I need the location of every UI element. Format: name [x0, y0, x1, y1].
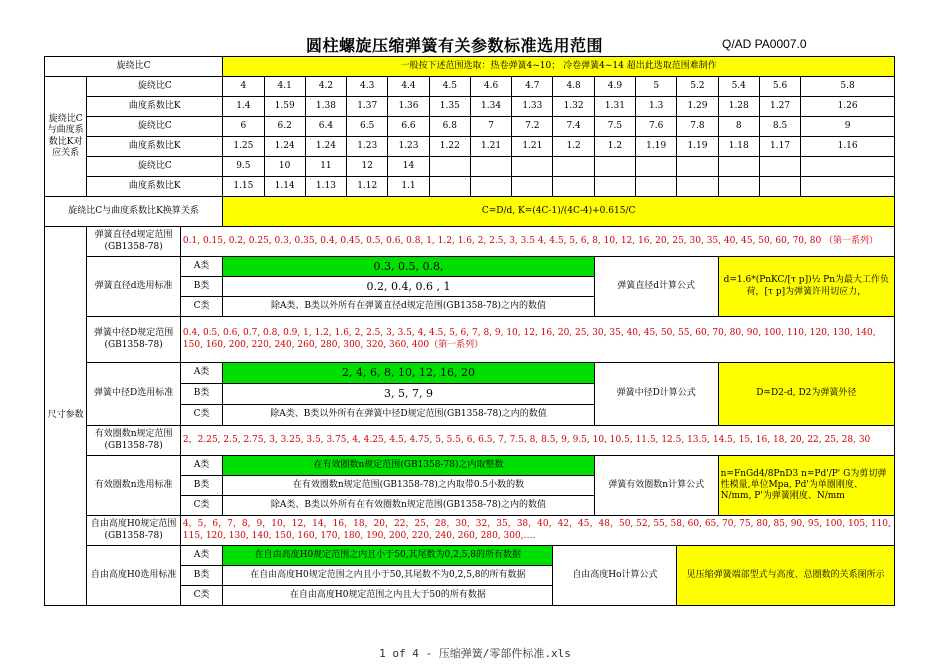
k-value [801, 177, 895, 197]
k-value: 1.28 [718, 97, 759, 117]
spring-index-label: 旋绕比C [45, 57, 223, 77]
c-value: 6.2 [264, 117, 305, 137]
k-value: 1.32 [553, 97, 594, 117]
k-value: 1.2 [553, 137, 594, 157]
k-value: 1.22 [429, 137, 470, 157]
document-code: Q/AD PA0007.0 [722, 37, 807, 51]
c-value: 7.5 [594, 117, 635, 137]
calc-label: 弹簧中径D计算公式 [594, 363, 718, 426]
c-row-label: 旋绕比C [87, 117, 223, 137]
c-value: 4.4 [388, 77, 429, 97]
page-footer: 1 of 4 - 压缩弹簧/零部件标准.xls [379, 647, 571, 660]
k-value: 1.24 [305, 137, 346, 157]
calc-formula: d=1.6*(PnKC/[τ p])½ Pn为最大工作负荷，[τ p]为弹簧许用切应力， [718, 257, 894, 317]
k-value: 1.4 [223, 97, 264, 117]
c-value: 5.8 [801, 77, 895, 97]
c-value [801, 157, 895, 177]
c-value: 14 [388, 157, 429, 177]
c-value: 8 [718, 117, 759, 137]
k-value: 1.13 [305, 177, 346, 197]
c-value [759, 157, 800, 177]
c-value: 4.1 [264, 77, 305, 97]
k-value: 1.38 [305, 97, 346, 117]
spec-table [44, 56, 895, 606]
k-value: 1.31 [594, 97, 635, 117]
k-value [470, 177, 511, 197]
range-label: 有效圈数n规定范围(GB1358-78) [87, 426, 181, 456]
c-value: 7.6 [636, 117, 677, 137]
k-value: 1.34 [470, 97, 511, 117]
class-b-label: B类 [180, 277, 222, 297]
k-value: 1.33 [512, 97, 553, 117]
class-c-value: 除A类、B类以外所有在弹簧中径D规定范围(GB1358-78)之内的数值 [223, 405, 595, 426]
class-b-value: 3, 5, 7, 9 [223, 384, 595, 405]
c-value: 6.8 [429, 117, 470, 137]
c-value: 4.2 [305, 77, 346, 97]
k-value: 1.15 [223, 177, 264, 197]
k-value [636, 177, 677, 197]
k-value: 1.1 [388, 177, 429, 197]
k-row-label: 曲度系数比K [87, 177, 223, 197]
c-value [718, 157, 759, 177]
c-value: 11 [305, 157, 346, 177]
k-value: 1.19 [636, 137, 677, 157]
class-a-label: A类 [180, 456, 222, 476]
range-values: 0.4, 0.5, 0.6, 0.7, 0.8, 0.9, 1, 1.2, 1.6, 2, 2.5, 3, 3.5, 4, 4.5, 5, 6, 7, 8, 9, 10, 12, 16, 20, 25, 30, 35, 40, 45, 50, 55, 60, 70, 80, 90, 100, 110, 120, 130, 140, 150, 160, 200, 220, 240, 260, 280, 300, 320, 360, 400（第一系列） [180, 317, 894, 363]
class-c-label: C类 [180, 496, 222, 516]
c-value: 6.6 [388, 117, 429, 137]
c-value: 6 [223, 117, 264, 137]
k-value: 1.16 [801, 137, 895, 157]
class-a-value: 在有效圈数n规定范围(GB1358-78)之内取整数 [223, 456, 595, 476]
select-label: 弹簧直径d选用标准 [87, 257, 181, 317]
select-label: 弹簧中径D选用标准 [87, 363, 181, 426]
k-value: 1.26 [801, 97, 895, 117]
k-value: 1.36 [388, 97, 429, 117]
k-value: 1.35 [429, 97, 470, 117]
class-c-label: C类 [180, 297, 222, 317]
ck-formula: C=D/d, K=(4C-1)/(4C-4)+0.615/C [223, 197, 895, 227]
c-value [636, 157, 677, 177]
ck-group-label: 旋绕比C与曲度系数比K对应关系 [45, 77, 87, 197]
c-value: 5.6 [759, 77, 800, 97]
class-b-label: B类 [180, 384, 222, 405]
k-value: 1.2 [594, 137, 635, 157]
c-value: 4.5 [429, 77, 470, 97]
class-b-label: B类 [180, 566, 222, 586]
class-b-label: B类 [180, 476, 222, 496]
c-value: 6.4 [305, 117, 346, 137]
select-label: 有效圈数n选用标准 [87, 456, 181, 516]
spring-index-note: 一般按下述范围选取：热卷弹簧4~10； 冷卷弹簧4~14 超出此选取范围难制作 [223, 57, 895, 77]
k-value: 1.25 [223, 137, 264, 157]
range-label: 弹簧直径d规定范围(GB1358-78) [87, 227, 181, 257]
c-value: 4.6 [470, 77, 511, 97]
range-label: 自由高度H0规定范围(GB1358-78) [87, 516, 181, 546]
calc-formula: D=D2-d, D2为弹簧外径 [718, 363, 894, 426]
class-c-label: C类 [180, 586, 222, 606]
class-b-value: 0.2, 0.4, 0.6 , 1 [223, 277, 595, 297]
c-value: 4 [223, 77, 264, 97]
class-c-value: 除A类、B类以外所有在有效圈数n规定范围(GB1358-78)之内的数值 [223, 496, 595, 516]
c-row-label: 旋绕比C [87, 77, 223, 97]
range-values: 2，2.25, 2.5, 2.75, 3, 3.25, 3.5, 3.75, 4, 4.25, 4.5, 4.75, 5, 5.5, 6, 6.5, 7, 7.5, 8, 8.5, 9, 9.5, 10, 10.5, 11.5, 12.5, 13.5, 14.5, 15, 16, 18, 20, 22, 25, 28, 30 [180, 426, 894, 456]
k-value: 1.18 [718, 137, 759, 157]
k-value: 1.23 [347, 137, 388, 157]
k-row-label: 曲度系数比K [87, 97, 223, 117]
calc-formula: 见压缩弹簧端部型式与高度、总圈数的关系图所示 [677, 546, 895, 606]
k-row-label: 曲度系数比K [87, 137, 223, 157]
class-a-label: A类 [180, 546, 222, 566]
c-value: 9 [801, 117, 895, 137]
k-value: 1.19 [677, 137, 718, 157]
c-value: 9.5 [223, 157, 264, 177]
calc-label: 自由高度Ho计算公式 [553, 546, 677, 606]
k-value: 1.14 [264, 177, 305, 197]
c-value [470, 157, 511, 177]
c-value: 12 [347, 157, 388, 177]
c-value: 5 [636, 77, 677, 97]
k-value: 1.27 [759, 97, 800, 117]
k-value [429, 177, 470, 197]
c-value: 4.7 [512, 77, 553, 97]
page-title: 圆柱螺旋压缩弹簧有关参数标准选用范围 [306, 36, 604, 55]
class-b-value: 在有效圈数n规定范围(GB1358-78)之内取带0.5小数的数 [223, 476, 595, 496]
dimensions-group-label: 尺寸参数 [45, 227, 87, 606]
k-value: 1.3 [636, 97, 677, 117]
c-value: 6.5 [347, 117, 388, 137]
k-value: 1.59 [264, 97, 305, 117]
range-label: 弹簧中径D规定范围(GB1358-78) [87, 317, 181, 363]
k-value [677, 177, 718, 197]
c-value: 7.4 [553, 117, 594, 137]
k-value: 1.21 [470, 137, 511, 157]
c-value [512, 157, 553, 177]
calc-label: 弹簧有效圈数n计算公式 [594, 456, 718, 516]
k-value: 1.12 [347, 177, 388, 197]
k-value: 1.37 [347, 97, 388, 117]
c-value: 4.8 [553, 77, 594, 97]
c-value: 10 [264, 157, 305, 177]
c-value: 7.8 [677, 117, 718, 137]
class-c-value: 在自由高度H0规定范围之内且大于50的所有数据 [223, 586, 553, 606]
k-value [759, 177, 800, 197]
c-value: 4.3 [347, 77, 388, 97]
c-value [553, 157, 594, 177]
c-value: 5.2 [677, 77, 718, 97]
class-a-value: 在自由高度H0规定范围之内且小于50,其尾数为0,2,5,8的所有数据 [223, 546, 553, 566]
k-value [512, 177, 553, 197]
class-a-value: 2, 4, 6, 8, 10, 12, 16, 20 [223, 363, 595, 384]
class-c-value: 除A类、B类以外所有在弹簧直径d规定范围(GB1358-78)之内的数值 [223, 297, 595, 317]
calc-label: 弹簧直径d计算公式 [594, 257, 718, 317]
k-value: 1.17 [759, 137, 800, 157]
c-value: 5.4 [718, 77, 759, 97]
class-a-label: A类 [180, 363, 222, 384]
c-value: 7.2 [512, 117, 553, 137]
class-a-value: 0.3, 0.5, 0.8, [223, 257, 595, 277]
k-value: 1.24 [264, 137, 305, 157]
c-row-label: 旋绕比C [87, 157, 223, 177]
k-value [718, 177, 759, 197]
k-value: 1.23 [388, 137, 429, 157]
c-value [594, 157, 635, 177]
ck-formula-label: 旋绕比C与曲度系数比K换算关系 [45, 197, 223, 227]
c-value: 8.5 [759, 117, 800, 137]
class-b-value: 在自由高度H0规定范围之内且小于50,其尾数不为0,2,5,8的所有数据 [223, 566, 553, 586]
k-value [594, 177, 635, 197]
range-values: 0.1, 0.15, 0.2, 0.25, 0.3, 0.35, 0.4, 0.45, 0.5, 0.6, 0.8, 1, 1.2, 1.6, 2, 2.5, 3, 3.5 4, 4.5, 5, 6, 8, 10, 12, 16, 20, 25, 30, 35, 40, 45, 50, 60, 70, 80 （第一系列） [180, 227, 894, 257]
class-c-label: C类 [180, 405, 222, 426]
c-value [677, 157, 718, 177]
k-value [553, 177, 594, 197]
c-value: 7 [470, 117, 511, 137]
c-value [429, 157, 470, 177]
k-value: 1.29 [677, 97, 718, 117]
calc-formula: n=FnGd4/8PnD3 n=Pd'/P' G为剪切弹性模量,单位Mpa, Pd'为单圈刚度、N/mm, P'为弹簧刚度、N/mm [718, 456, 894, 516]
c-value: 4.9 [594, 77, 635, 97]
range-values: 4，5，6，7，8，9，10，12，14，16，18，20，22，25，28，30，32，35，38，40，42，45，48，50, 52, 55, 58, 60, 65, 70, 75, 80, 85, 90, 95, 100, 105, 110, 115, 120, 130, 140, 150, 160, 170, 180, 190, 200, 220, 240, 260, 280, 300,…. [180, 516, 894, 546]
class-a-label: A类 [180, 257, 222, 277]
k-value: 1.21 [512, 137, 553, 157]
select-label: 自由高度H0选用标准 [87, 546, 181, 606]
